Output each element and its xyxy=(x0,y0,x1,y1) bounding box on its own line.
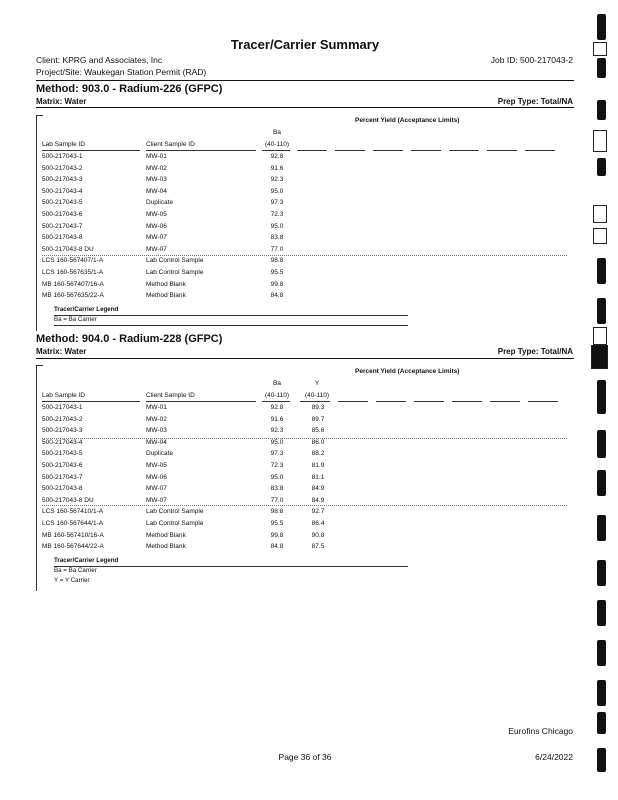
page-title: Tracer/Carrier Summary xyxy=(230,37,380,52)
scan-mark xyxy=(597,58,606,78)
matrix-label: Matrix: Water xyxy=(36,347,87,356)
scan-mark xyxy=(597,515,606,541)
scan-tab xyxy=(593,228,607,244)
col-header-client-sample-id: Client Sample ID xyxy=(146,141,195,148)
scan-tab xyxy=(593,42,607,56)
scan-mark xyxy=(597,560,606,586)
column-underline xyxy=(452,401,482,402)
tracer-name-ba: Ba xyxy=(273,380,281,387)
scan-tab-active xyxy=(591,345,608,369)
tracer-legend-ra228 xyxy=(54,556,118,586)
column-underline xyxy=(525,150,555,151)
scan-mark xyxy=(597,100,606,120)
tracer-limits-ba: (40-110) xyxy=(264,392,290,399)
scan-mark xyxy=(597,158,606,176)
legend-title: Tracer/Carrier Legend xyxy=(54,306,119,313)
scan-mark xyxy=(597,680,606,706)
matrix-label: Matrix: Water xyxy=(36,97,87,106)
header-rule xyxy=(36,80,574,81)
report-date: 6/24/2022 xyxy=(535,752,573,762)
qc-separator xyxy=(42,505,567,506)
scan-tab xyxy=(593,205,607,223)
prep-type: Prep Type: Total/NA xyxy=(497,97,573,106)
legend-rule xyxy=(54,325,408,326)
method-title-ra226: Method: 903.0 - Radium-226 (GFPC) xyxy=(36,83,223,95)
job-id: Job ID: 500-217043-2 xyxy=(490,55,573,65)
column-underline xyxy=(297,150,327,151)
column-underline xyxy=(411,150,441,151)
col-header-client-sample-id: Client Sample ID xyxy=(146,392,195,399)
scan-mark xyxy=(597,640,606,666)
legend-entry: Ba = Ba Carrier xyxy=(54,567,97,574)
col-header-lab-sample-id: Lab Sample ID xyxy=(42,392,85,399)
tracer-limits-y: (40-110) xyxy=(304,392,330,399)
percent-yield-header: Percent Yield (Acceptance Limits) xyxy=(355,368,460,375)
legend-rule xyxy=(54,566,408,567)
column-underline xyxy=(414,401,444,402)
column-underline xyxy=(335,150,365,151)
scan-mark xyxy=(597,258,606,284)
scan-mark xyxy=(597,712,606,734)
scan-mark xyxy=(597,380,606,414)
method-title-ra228: Method: 904.0 - Radium-228 (GFPC) xyxy=(36,333,223,345)
prep-type: Prep Type: Total/NA xyxy=(497,347,573,356)
lab-name: Eurofins Chicago xyxy=(508,726,573,736)
scan-mark xyxy=(597,430,606,458)
column-underline xyxy=(376,401,406,402)
row-separator xyxy=(42,438,567,439)
scan-mark xyxy=(597,14,606,40)
qc-separator xyxy=(42,255,567,256)
section-rule xyxy=(36,107,574,108)
scan-mark xyxy=(597,298,606,324)
column-underline xyxy=(528,401,558,402)
project-site: Project/Site: Waukegan Station Permit (RAD) xyxy=(36,67,207,77)
legend-title: Tracer/Carrier Legend xyxy=(54,557,119,564)
scan-mark xyxy=(597,600,606,626)
tracer-name-ba: Ba xyxy=(273,129,281,136)
scan-mark xyxy=(597,470,606,496)
tracer-name-y: Y xyxy=(314,380,320,387)
percent-yield-header: Percent Yield (Acceptance Limits) xyxy=(355,117,460,124)
column-underline xyxy=(490,401,520,402)
tracer-limits-ba: (40-110) xyxy=(264,141,290,148)
scan-tab xyxy=(593,130,607,152)
section-rule xyxy=(36,358,574,359)
client-name: Client: KPRG and Associates, Inc xyxy=(36,55,163,65)
legend-rule xyxy=(54,315,408,316)
column-underline xyxy=(487,150,517,151)
column-underline xyxy=(373,150,403,151)
scan-mark xyxy=(597,748,606,772)
scan-tab xyxy=(593,327,607,345)
page-number: Page 36 of 36 xyxy=(278,752,332,762)
legend-entry: Y = Y Carrier xyxy=(54,577,90,584)
column-underline xyxy=(449,150,479,151)
column-underline xyxy=(338,401,368,402)
col-header-lab-sample-id: Lab Sample ID xyxy=(42,141,85,148)
legend-entry: Ba = Ba Carrier xyxy=(54,316,97,323)
